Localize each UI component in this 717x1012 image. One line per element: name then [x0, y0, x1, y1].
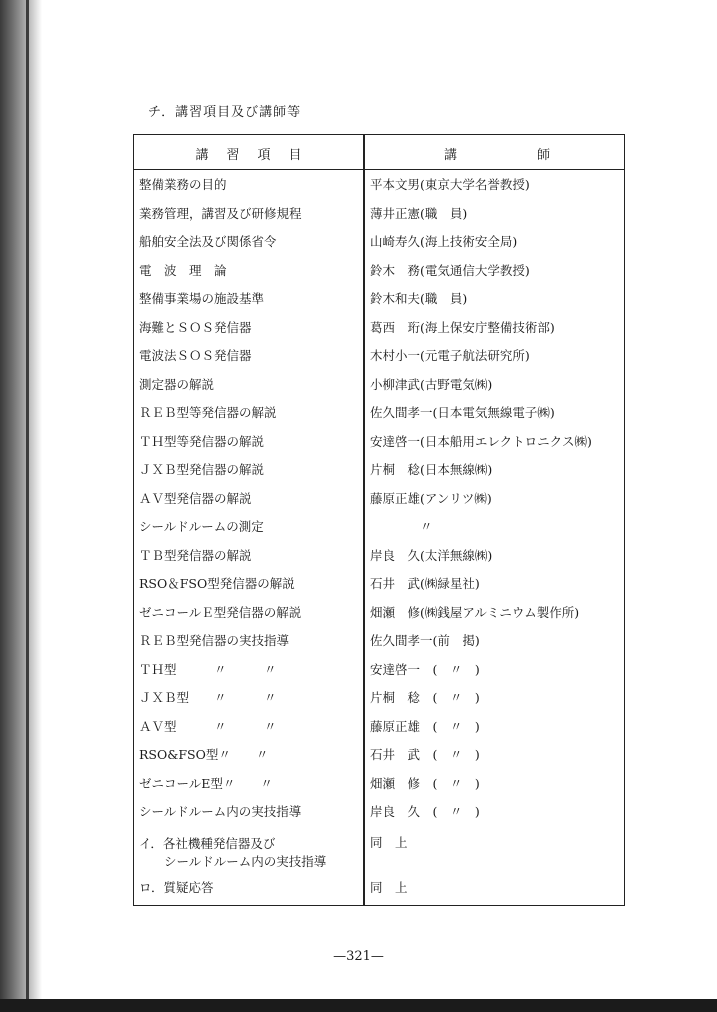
lecture-item: ゼニコールＥ型発信器の解説: [139, 604, 302, 620]
lecture-item: 測定器の解説: [139, 376, 215, 392]
page-number: —321—: [333, 949, 384, 964]
lecture-item-line2: シールドルーム内の実技指導: [139, 854, 327, 869]
lecture-item: RSO&FSO型〃 〃: [139, 747, 269, 762]
table-row: [134, 576, 624, 604]
header-instructor: 講師: [444, 148, 631, 163]
lecture-table: [133, 134, 631, 906]
instructor: 岸良 久(太洋無線㈱): [370, 547, 493, 563]
section-title: チ．講習項目及び講師等: [148, 105, 302, 120]
table-row: [134, 548, 624, 576]
table-row: [134, 405, 624, 433]
instructor: 薄井正憲(職 員): [370, 205, 468, 221]
scan-bottom-edge: [0, 999, 717, 1012]
table-row: [134, 633, 624, 661]
instructor: 岸良 久 ( 〃 ): [370, 804, 480, 819]
instructor: 畑瀬 修(㈱銭屋アルミニウム製作所): [370, 604, 580, 620]
lecture-item: 整備事業場の施設基準: [139, 291, 265, 306]
binding-line: [26, 0, 29, 1012]
instructor: 鈴木 務(電気通信大学教授): [370, 262, 530, 278]
table-row: [134, 690, 624, 718]
instructor: 藤原正雄(アンリツ㈱): [370, 490, 492, 506]
table-row: [134, 177, 624, 205]
instructor: 片桐 稔(日本無線㈱): [370, 462, 493, 477]
table-row: [134, 835, 624, 875]
table-row: [134, 434, 624, 462]
lecture-item: ＡＶ型発信器の解説: [139, 490, 252, 506]
instructor: 小柳津武(古野電気㈱): [370, 376, 493, 392]
lecture-item-line1: イ．各社機種発信器及び: [139, 836, 276, 851]
table-row: [134, 719, 624, 747]
binding-shadow: [0, 0, 42, 1012]
lecture-item: 電波法ＳＯＳ発信器: [139, 348, 252, 363]
table-row: [134, 348, 624, 376]
instructor: 藤原正雄 ( 〃 ): [370, 718, 480, 734]
instructor: 山崎寿久(海上技術安全局): [370, 234, 518, 249]
table-row: [134, 234, 624, 262]
instructor: 安達啓一 ( 〃 ): [370, 661, 480, 677]
instructor: 木村小一(元電子航法研究所): [370, 348, 530, 363]
table-row: [134, 206, 624, 234]
table-row: [134, 263, 624, 291]
table-row: [134, 462, 624, 490]
table-row: [134, 605, 624, 633]
instructor: 佐久間孝一(前 掲): [370, 633, 480, 648]
table-row: [134, 747, 624, 775]
instructor: 葛西 珩(海上保安庁整備技術部): [370, 319, 555, 335]
instructor: 石井 武 ( 〃 ): [370, 747, 480, 762]
lecture-item: ＲＥＢ型発信器の実技指導: [139, 633, 290, 648]
instructor: 同 上: [370, 835, 408, 850]
lecture-item: RSO＆FSO型発信器の解説: [139, 576, 295, 591]
instructor: 〃: [370, 519, 433, 534]
table-row: [134, 491, 624, 519]
instructor: 佐久間孝一(日本電気無線電子㈱): [370, 405, 555, 420]
table-header: [134, 135, 631, 170]
lecture-item: ＴＢ型発信器の解説: [139, 547, 252, 563]
instructor: 安達啓一(日本船用エレクトロニクス㈱): [370, 433, 592, 449]
table-row: [134, 320, 624, 348]
table-row: [134, 804, 624, 832]
lecture-item: ロ．質疑応答: [139, 880, 214, 895]
lecture-item: ＲＥＢ型等発信器の解説: [139, 405, 277, 420]
header-item: 講習項目: [195, 148, 320, 163]
lecture-item: 海難とＳＯＳ発信器: [139, 319, 252, 335]
lecture-item: ＪＸＢ型 〃 〃: [139, 690, 277, 705]
lecture-item: ＴＨ型等発信器の解説: [139, 433, 265, 449]
lecture-item: ＡＶ型 〃 〃: [139, 718, 277, 734]
lecture-item: シールドルームの測定: [139, 519, 264, 534]
lecture-item: ＴＨ型 〃 〃: [139, 661, 277, 677]
lecture-item: 業務管理，講習及び研修規程: [139, 205, 302, 221]
table-row: [134, 291, 624, 319]
lecture-item: ゼニコールE型〃 〃: [139, 775, 273, 791]
lecture-item: 電 波 理 論: [139, 262, 227, 278]
table-row: [134, 776, 624, 804]
lecture-item: シールドルーム内の実技指導: [139, 804, 302, 819]
table-row: [134, 519, 624, 547]
instructor: 平本文男(東京大学名誉教授): [370, 177, 530, 192]
lecture-item: 整備業務の目的: [139, 177, 227, 192]
table-row: [134, 662, 624, 690]
table-row: [134, 880, 624, 908]
lecture-item: 船舶安全法及び関係省令: [139, 234, 277, 249]
instructor: 鈴木和夫(職 員): [370, 291, 468, 306]
table-row: [134, 377, 624, 405]
instructor: 畑瀬 修 ( 〃 ): [370, 775, 480, 791]
lecture-item: [139, 835, 361, 871]
instructor: 片桐 稔 ( 〃 ): [370, 690, 480, 705]
instructor: 同 上: [370, 880, 408, 895]
instructor: 石井 武(㈱緑星社): [370, 576, 480, 591]
lecture-item: ＪＸＢ型発信器の解説: [139, 462, 265, 477]
